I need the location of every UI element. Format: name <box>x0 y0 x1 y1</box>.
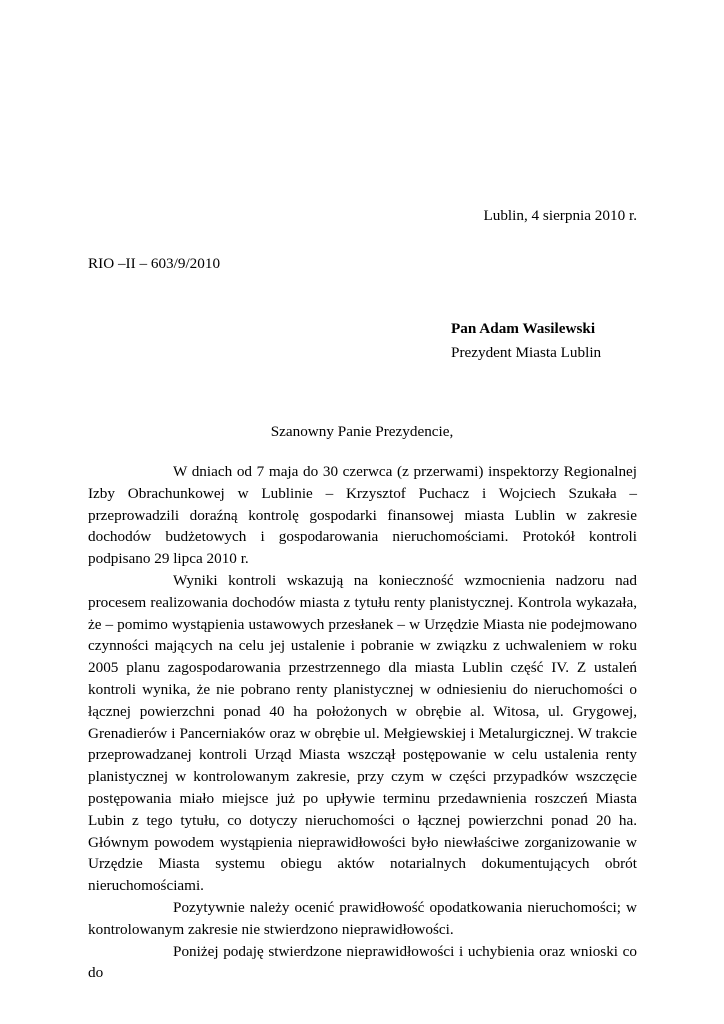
date-line: Lublin, 4 sierpnia 2010 r. <box>483 207 637 224</box>
salutation: Szanowny Panie Prezydencie, <box>270 423 454 440</box>
body-paragraph: Poniżej podaję stwierdzone nieprawidłowości i uchybienia oraz wnioski co do <box>88 942 637 982</box>
body-paragraph: Pozytywnie należy ocenić prawidłowość opodatkowania nieruchomości; w kontrolowanym zakresie nie stwierdzono nieprawidłowości. <box>88 898 637 938</box>
reference-number: RIO –II – 603/9/2010 <box>88 255 221 272</box>
recipient-name: Pan Adam Wasilewski <box>451 320 596 337</box>
body-paragraph: Wyniki kontroli wskazują na konieczność wzmocnienia nadzoru nad procesem realizowania dochodów miasta z tytułu renty planistycznej. Kontrola wykazała, że – pomimo wystąpienia ustawowych przesłanek – w Urzędzie Miasta nie podejmowano czynności mających na celu jej ustalenie i pobranie w związku z uchwaleniem w roku 2005 planu zagospodarowania przestrzennego dla miasta Lublin część IV. Z ustaleń kontroli wynika, że nie pobrano renty planistycznej w odniesieniu do nieruchomości o łącznej powierzchni ponad 40 ha położonych w obrębie al. Witosa, ul. Grygowej, Grenadierów i Pancerniaków oraz w obrębie ul. Mełgiewskiej i Metalurgicznej. W trakcie przeprowadzanej kontroli Urząd Miasta wszczął postępowanie w celu ustalenia renty planistycznej w kontrolowanym zakresie, przy czym w części przypadków wszczęcie postępowania miało miejsce już po upływie terminu przedawnienia roszczeń Miasta Lubin z tego tytułu, co dotyczy nieruchomości o łącznej powierzchni ponad 20 ha. Głównym powodem wystąpienia nieprawidłowości było niewłaściwe zorganizowanie w Urzędzie Miasta systemu obiegu aktów notarialnych dokumentujących obrót nieruchomościami. <box>88 571 637 895</box>
letter-body <box>88 461 637 984</box>
recipient-title: Prezydent Miasta Lublin <box>451 344 602 361</box>
body-paragraph: W dniach od 7 maja do 30 czerwca (z przerwami) inspektorzy Regionalnej Izby Obrachunkowej w Lublinie – Krzysztof Puchacz i Wojciech Szukała – przeprowadzili doraźną kontrolę gospodarki finansowej miasta Lublin w zakresie dochodów budżetowych i gospodarowania nieruchomościami. Protokół kontroli podpisano 29 lipca 2010 r. <box>88 463 637 568</box>
recipient-block <box>451 317 601 365</box>
